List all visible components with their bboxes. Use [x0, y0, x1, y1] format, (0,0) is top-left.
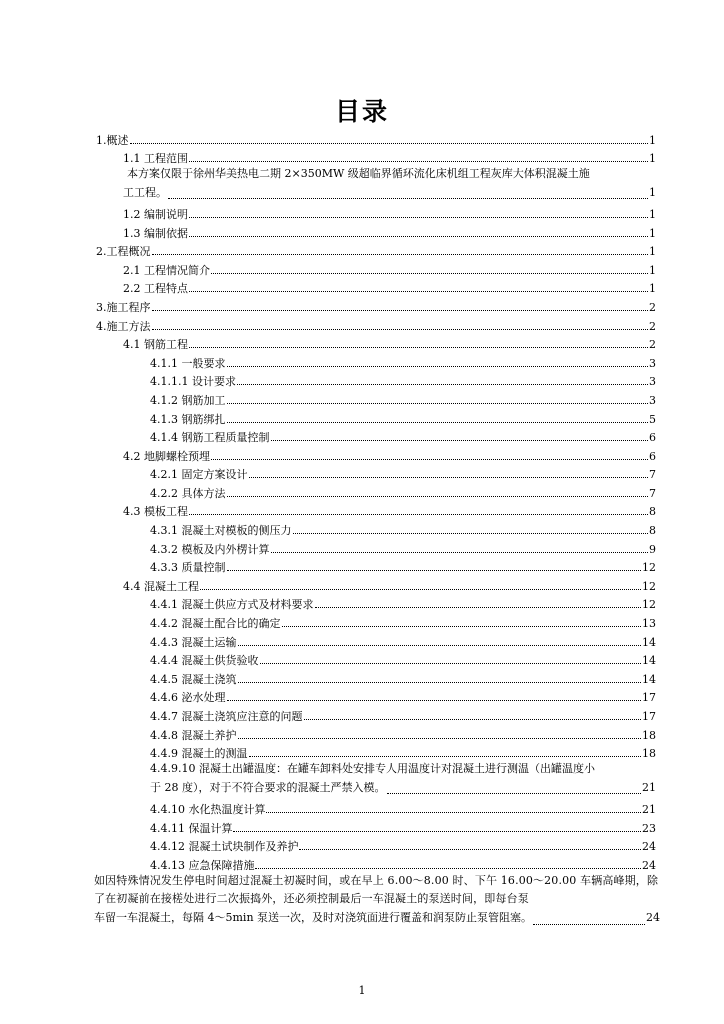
toc-entry[interactable] — [96, 574, 656, 593]
toc-page-number: 1 — [649, 185, 656, 199]
toc-entry[interactable] — [96, 537, 656, 556]
toc-entry[interactable] — [96, 165, 656, 202]
toc-page-number: 23 — [642, 821, 656, 835]
toc-entry[interactable] — [96, 463, 656, 482]
dot-leader — [533, 924, 645, 925]
toc-entry-text: 4.1.1 一般要求 — [150, 356, 226, 370]
dot-leader — [211, 273, 648, 274]
toc-entry-text: 4.4.6 泌水处理 — [150, 691, 226, 705]
toc-page-number: 12 — [642, 579, 656, 593]
toc-page-number: 6 — [649, 431, 656, 445]
toc-entry[interactable] — [96, 760, 656, 797]
toc-entry[interactable] — [96, 611, 656, 630]
toc-page-number: 3 — [649, 375, 656, 389]
toc-page-number: 1 — [649, 245, 656, 259]
toc-entry-text: 4.4.4 混凝土供货验收 — [150, 654, 259, 668]
toc-page-number: 3 — [649, 393, 656, 407]
toc-entry-text: 4.4.1 混凝土供应方式及材料要求 — [150, 598, 314, 612]
dot-leader — [227, 422, 649, 423]
toc-entry-text: 如因特殊情况发生停电时间超过混凝土初凝时间，或在早上 6.00～8.00 时、下午 16.00～20.00 车辆高峰期，除了在初凝前在接槎处进行二次振捣外，还必须控制最后一车混凝土的泵送时间，即每台泵 — [94, 873, 659, 906]
dot-leader — [211, 459, 648, 460]
toc-entry-text: 4.2.2 具体方法 — [150, 486, 226, 500]
dot-leader — [227, 700, 642, 701]
table-of-contents — [94, 128, 660, 928]
toc-page-number: 1 — [649, 263, 656, 277]
toc-entry[interactable] — [96, 277, 656, 296]
toc-entry-text: 本方案仅限于徐州华美热电二期 2×350MW 级超临界循环流化床机组工程灰库大体积混凝土施 — [127, 167, 590, 181]
toc-page-number: 14 — [642, 672, 656, 686]
dot-leader — [238, 645, 642, 646]
dot-leader — [238, 738, 642, 739]
toc-entry[interactable] — [96, 128, 656, 147]
dot-leader — [227, 366, 649, 367]
dot-leader — [249, 756, 642, 757]
toc-entry[interactable] — [96, 240, 656, 259]
toc-entry-text: 4.4.8 混凝土养护 — [150, 728, 237, 742]
dot-leader — [189, 217, 648, 218]
dot-leader — [130, 143, 649, 144]
toc-entry[interactable] — [96, 407, 656, 426]
toc-entry-text: 4.4.5 混凝土浇筑 — [150, 672, 237, 686]
toc-entry-text: 4.1.2 钢筋加工 — [150, 393, 226, 407]
toc-entry[interactable] — [96, 742, 656, 761]
toc-page-number: 18 — [642, 747, 656, 761]
toc-entry-text: 4.1.3 钢筋绑扎 — [150, 412, 226, 426]
toc-page-number: 14 — [642, 635, 656, 649]
dot-leader — [271, 440, 649, 441]
dot-leader — [152, 329, 649, 330]
toc-entry[interactable] — [96, 388, 656, 407]
toc-entry[interactable] — [96, 630, 656, 649]
toc-entry[interactable] — [96, 649, 656, 668]
dot-leader — [168, 198, 648, 199]
dot-leader — [255, 868, 641, 869]
dot-leader — [189, 347, 648, 348]
toc-entry[interactable] — [96, 351, 656, 370]
toc-page-number: 7 — [649, 486, 656, 500]
toc-entry-text: 4.1.4 钢筋工程质量控制 — [150, 431, 270, 445]
toc-entry-text: 4.2 地脚螺栓预埋 — [123, 449, 210, 463]
toc-page-number: 5 — [649, 412, 656, 426]
toc-entry-text-continued: 于 28 度），对于不符合要求的混凝土严禁入模。 — [150, 780, 386, 794]
toc-page-number: 17 — [642, 710, 656, 723]
toc-entry-text: 4.4.11 保温计算 — [150, 821, 233, 835]
toc-entry-text: 4.2.1 固定方案设计 — [150, 468, 248, 482]
toc-entry-text: 4.4.12 混凝土试块制作及养护 — [150, 840, 299, 854]
toc-entry-text: 3.施工程序 — [96, 300, 151, 314]
toc-entry-text-continued: 工工程。 — [123, 185, 167, 199]
toc-page-number: 24 — [642, 840, 656, 854]
toc-entry[interactable] — [96, 333, 656, 352]
toc-page-number: 17 — [642, 691, 656, 705]
toc-entry[interactable] — [96, 723, 656, 742]
toc-entry[interactable] — [96, 556, 656, 575]
toc-page-number: 18 — [642, 728, 656, 742]
toc-entry-text: 1.概述 — [96, 133, 129, 147]
dot-leader — [189, 291, 648, 292]
dot-leader — [293, 533, 649, 534]
toc-entry-text: 4.3 模板工程 — [123, 505, 188, 519]
toc-page-number: 1 — [649, 207, 656, 221]
toc-page-number: 21 — [642, 780, 656, 794]
dot-leader — [266, 812, 641, 813]
dot-leader — [237, 384, 648, 385]
toc-entry[interactable] — [96, 853, 656, 872]
dot-leader — [304, 719, 642, 720]
toc-page-number: 2 — [649, 319, 656, 333]
toc-entry-text: 4.4.13 应急保障措施 — [150, 858, 255, 872]
toc-page-number: 14 — [642, 654, 656, 668]
dot-leader — [152, 310, 649, 311]
toc-page-number: 6 — [649, 449, 656, 463]
dot-leader — [238, 682, 642, 683]
toc-entry[interactable] — [96, 258, 656, 277]
toc-page-number: 2 — [649, 338, 656, 352]
toc-entry-text: 4.4.9.10 混凝土出罐温度：在罐车卸料处安排专人用温度计对混凝土进行测温（出罐温度小 — [150, 762, 595, 776]
toc-entry-text: 4.施工方法 — [96, 319, 151, 333]
toc-page-number: 12 — [642, 561, 656, 575]
toc-entry-text: 4.3.2 模板及内外楞计算 — [150, 542, 270, 556]
page-title: 目录 — [334, 97, 389, 126]
toc-entry-text: 4.1.1.1 设计要求 — [150, 375, 236, 389]
toc-entry-text: 4.4.10 水化热温度计算 — [150, 802, 266, 816]
toc-entry[interactable] — [96, 816, 656, 835]
toc-page-number: 2 — [649, 300, 656, 314]
toc-entry-text: 4.4.2 混凝土配合比的确定 — [150, 617, 281, 631]
page-number: 1 — [358, 984, 366, 997]
toc-entry[interactable] — [96, 295, 656, 314]
dot-leader — [260, 663, 642, 664]
toc-entry-text: 4.4.3 混凝土运输 — [150, 635, 237, 649]
dot-leader — [189, 236, 648, 237]
dot-leader — [189, 514, 648, 515]
toc-entry-text: 4.4.7 混凝土浇筑应注意的问题 — [150, 710, 303, 723]
dot-leader — [315, 607, 642, 608]
toc-entry-text: 2.1 工程情况简介 — [123, 263, 210, 277]
toc-entry-text: 1.1 工程范围 — [123, 152, 188, 166]
toc-page-number: 24 — [646, 910, 660, 924]
toc-page-number: 1 — [649, 152, 656, 166]
dot-leader — [227, 570, 642, 571]
dot-leader — [200, 589, 641, 590]
dot-leader — [227, 403, 649, 404]
toc-page-number: 1 — [649, 282, 656, 296]
toc-entry[interactable] — [96, 221, 656, 240]
dot-leader — [271, 552, 649, 553]
toc-page-number: 7 — [649, 468, 656, 482]
toc-entry-text: 4.4 混凝土工程 — [123, 579, 199, 593]
toc-page-number: 1 — [649, 226, 656, 240]
toc-entry[interactable] — [96, 147, 656, 166]
toc-page-number: 1 — [649, 133, 656, 147]
toc-entry[interactable] — [96, 686, 656, 705]
toc-entry-text: 2.工程概况 — [96, 245, 151, 259]
toc-entry[interactable] — [96, 426, 656, 445]
dot-leader — [233, 831, 641, 832]
toc-entry-text: 2.2 工程特点 — [123, 282, 188, 296]
toc-page-number: 8 — [649, 524, 656, 538]
dot-leader — [152, 254, 649, 255]
toc-entry[interactable] — [96, 444, 656, 463]
toc-entry-text: 4.4.9 混凝土的测温 — [150, 747, 248, 761]
dot-leader — [227, 496, 649, 497]
toc-entry[interactable] — [96, 481, 656, 500]
toc-entry[interactable] — [96, 797, 656, 816]
toc-page-number: 12 — [642, 598, 656, 612]
toc-entry[interactable] — [94, 872, 660, 928]
toc-entry-text: 4.1 钢筋工程 — [123, 338, 188, 352]
dot-leader — [249, 477, 649, 478]
dot-leader — [387, 793, 642, 794]
toc-page-number: 8 — [649, 505, 656, 519]
toc-entry[interactable] — [96, 593, 656, 612]
toc-entry[interactable] — [96, 370, 656, 389]
toc-entry[interactable] — [96, 518, 656, 537]
toc-entry-text: 1.3 编制依据 — [123, 226, 188, 240]
toc-entry-text: 4.3.1 混凝土对模板的侧压力 — [150, 524, 292, 538]
toc-entry-text-continued: 车留一车混凝土，每隔 4～5min 泵送一次，及时对浇筑面进行覆盖和润泵防止泵管阻塞。 — [94, 910, 533, 924]
toc-page-number: 9 — [649, 542, 656, 556]
dot-leader — [282, 626, 642, 627]
toc-page-number: 21 — [642, 802, 656, 816]
toc-entry[interactable] — [96, 704, 656, 723]
toc-entry[interactable] — [96, 500, 656, 519]
toc-entry-text: 1.2 编制说明 — [123, 207, 188, 221]
toc-entry[interactable] — [96, 667, 656, 686]
toc-page-number: 13 — [642, 617, 656, 631]
toc-page-number: 24 — [642, 858, 656, 872]
toc-entry[interactable] — [96, 202, 656, 221]
toc-entry[interactable] — [96, 314, 656, 333]
toc-entry-text: 4.3.3 质量控制 — [150, 561, 226, 575]
dot-leader — [299, 849, 641, 850]
toc-entry[interactable] — [96, 835, 656, 854]
toc-page-number: 3 — [649, 356, 656, 370]
dot-leader — [189, 161, 648, 162]
